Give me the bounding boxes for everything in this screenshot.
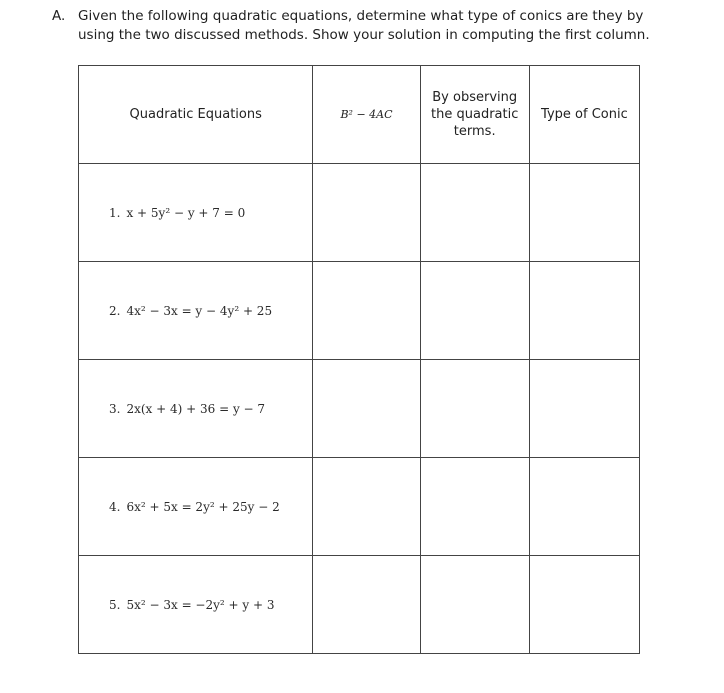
- observing-answer-cell-4[interactable]: [420, 458, 529, 556]
- conic-type-answer-cell-1[interactable]: [529, 164, 639, 262]
- equation-cell-5: [79, 556, 313, 654]
- table-header-row: [79, 66, 640, 164]
- equation-text: x + 5y² − y + 7 = 0: [126, 205, 246, 220]
- observing-answer-cell-2[interactable]: [420, 262, 529, 360]
- discriminant-answer-cell-1[interactable]: [313, 164, 420, 262]
- equation-number: 3.: [109, 401, 121, 416]
- observing-answer-cell-1[interactable]: [420, 164, 529, 262]
- table-row: [79, 262, 640, 360]
- instructions: [52, 7, 672, 45]
- equation-number: 2.: [109, 303, 121, 318]
- equation-cell-3: [79, 360, 313, 458]
- header-type-of-conic: Type of Conic: [529, 66, 639, 164]
- conic-type-answer-cell-2[interactable]: [529, 262, 639, 360]
- header-by-observing-text: By observing the quadratic terms.: [431, 90, 519, 139]
- conic-type-answer-cell-5[interactable]: [529, 556, 639, 654]
- equation-number: 5.: [109, 597, 121, 612]
- equation-number: 1.: [109, 205, 121, 220]
- instructions-line-2: using the two discussed methods. Show your solution in computing the first column.: [78, 27, 650, 43]
- table-row: [79, 556, 640, 654]
- discriminant-answer-cell-5[interactable]: [313, 556, 420, 654]
- observing-answer-cell-3[interactable]: [420, 360, 529, 458]
- conic-type-answer-cell-3[interactable]: [529, 360, 639, 458]
- equation-number: 4.: [109, 499, 121, 514]
- instructions-text-1: Given the following quadratic equations, determine what type of conics are they by: [78, 8, 644, 24]
- header-quadratic-equations: Quadratic Equations: [79, 66, 313, 164]
- header-by-observing: [420, 66, 529, 164]
- equation-text: 4x² − 3x = y − 4y² + 25: [126, 303, 273, 318]
- conics-table: [78, 65, 640, 654]
- equation-cell-2: [79, 262, 313, 360]
- header-discriminant: B² − 4AC: [313, 66, 420, 164]
- equation-text: 5x² − 3x = −2y² + y + 3: [126, 597, 275, 612]
- table-row: [79, 458, 640, 556]
- observing-answer-cell-5[interactable]: [420, 556, 529, 654]
- discriminant-answer-cell-3[interactable]: [313, 360, 420, 458]
- discriminant-answer-cell-2[interactable]: [313, 262, 420, 360]
- equation-text: 2x(x + 4) + 36 = y − 7: [126, 401, 266, 416]
- table-row: [79, 360, 640, 458]
- equation-cell-1: [79, 164, 313, 262]
- equation-text: 6x² + 5x = 2y² + 25y − 2: [126, 499, 280, 514]
- table-row: [79, 164, 640, 262]
- discriminant-answer-cell-4[interactable]: [313, 458, 420, 556]
- equation-cell-4: [79, 458, 313, 556]
- section-marker: A.: [52, 8, 66, 24]
- instructions-line-1: [52, 7, 672, 26]
- conic-type-answer-cell-4[interactable]: [529, 458, 639, 556]
